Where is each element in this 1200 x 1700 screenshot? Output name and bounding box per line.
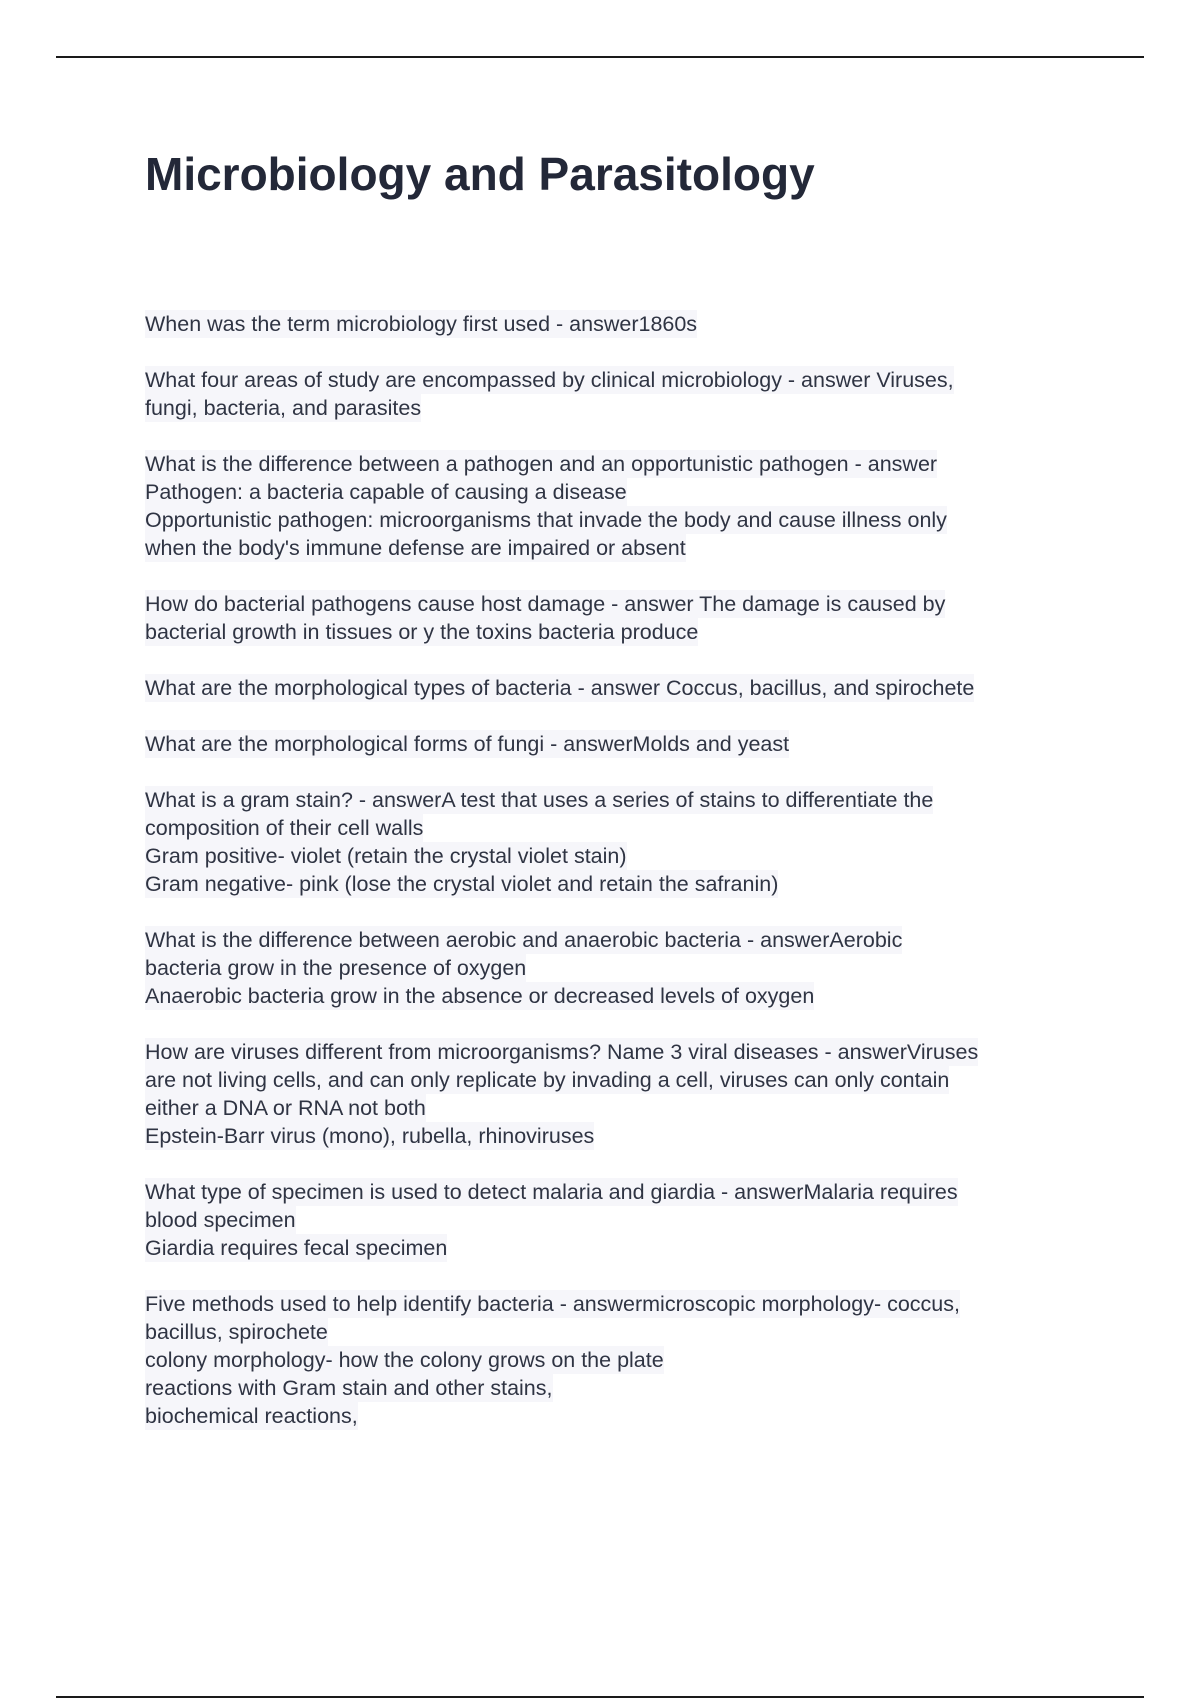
qa-answer-line: reactions with Gram stain and other stains, bbox=[145, 1376, 553, 1400]
qa-item bbox=[145, 1178, 1085, 1262]
qa-question-line: What are the morphological types of bacteria - answer Coccus, bacillus, and spirochete bbox=[145, 676, 975, 700]
qa-answer-line: Gram positive- violet (retain the crystal violet stain) bbox=[145, 844, 627, 868]
qa-question-line: What is the difference between a pathogen and an opportunistic pathogen - answer bbox=[145, 452, 938, 476]
qa-answer-line: Epstein-Barr virus (mono), rubella, rhinoviruses bbox=[145, 1124, 595, 1148]
qa-answer-line: Giardia requires fecal specimen bbox=[145, 1236, 448, 1260]
qa-answer-line: biochemical reactions, bbox=[145, 1404, 358, 1428]
top-divider bbox=[56, 56, 1144, 58]
qa-list bbox=[145, 310, 1085, 1458]
qa-question-line: How are viruses different from microorganisms? Name 3 viral diseases - answerViruses bbox=[145, 1040, 979, 1064]
qa-question-line: When was the term microbiology first used - answer1860s bbox=[145, 312, 698, 336]
qa-item bbox=[145, 1290, 1085, 1430]
page-title: Microbiology and Parasitology bbox=[145, 148, 815, 200]
qa-answer-line: Anaerobic bacteria grow in the absence or decreased levels of oxygen bbox=[145, 984, 815, 1008]
qa-answer-line: fungi, bacteria, and parasites bbox=[145, 396, 422, 420]
qa-answer-line: composition of their cell walls bbox=[145, 816, 424, 840]
bottom-divider bbox=[56, 1696, 1144, 1698]
qa-answer-line: when the body's immune defense are impaired or absent bbox=[145, 536, 686, 560]
qa-item bbox=[145, 450, 1085, 562]
qa-item bbox=[145, 730, 1085, 758]
qa-item bbox=[145, 926, 1085, 1010]
qa-item bbox=[145, 786, 1085, 898]
qa-question-line: What is a gram stain? - answerA test that uses a series of stains to differentiate the bbox=[145, 788, 934, 812]
qa-item bbox=[145, 366, 1085, 422]
qa-answer-line: bacterial growth in tissues or y the toxins bacteria produce bbox=[145, 620, 699, 644]
qa-answer-line: blood specimen bbox=[145, 1208, 296, 1232]
qa-answer-line: either a DNA or RNA not both bbox=[145, 1096, 426, 1120]
qa-question-line: Five methods used to help identify bacteria - answermicroscopic morphology- coccus, bbox=[145, 1292, 960, 1316]
qa-answer-line: Pathogen: a bacteria capable of causing a disease bbox=[145, 480, 627, 504]
qa-question-line: What is the difference between aerobic and anaerobic bacteria - answerAerobic bbox=[145, 928, 903, 952]
qa-item bbox=[145, 310, 1085, 338]
qa-question-line: What four areas of study are encompassed by clinical microbiology - answer Viruses, bbox=[145, 368, 954, 392]
qa-item bbox=[145, 1038, 1085, 1150]
qa-question-line: What type of specimen is used to detect malaria and giardia - answerMalaria requires bbox=[145, 1180, 958, 1204]
qa-answer-line: are not living cells, and can only replicate by invading a cell, viruses can only contain bbox=[145, 1068, 950, 1092]
qa-answer-line: colony morphology- how the colony grows on the plate bbox=[145, 1348, 664, 1372]
qa-answer-line: Opportunistic pathogen: microorganisms that invade the body and cause illness only bbox=[145, 508, 947, 532]
qa-answer-line: bacillus, spirochete bbox=[145, 1320, 328, 1344]
qa-answer-line: Gram negative- pink (lose the crystal violet and retain the safranin) bbox=[145, 872, 779, 896]
qa-question-line: What are the morphological forms of fungi - answerMolds and yeast bbox=[145, 732, 790, 756]
qa-question-line: How do bacterial pathogens cause host damage - answer The damage is caused by bbox=[145, 592, 946, 616]
qa-item bbox=[145, 674, 1085, 702]
qa-item bbox=[145, 590, 1085, 646]
qa-answer-line: bacteria grow in the presence of oxygen bbox=[145, 956, 527, 980]
